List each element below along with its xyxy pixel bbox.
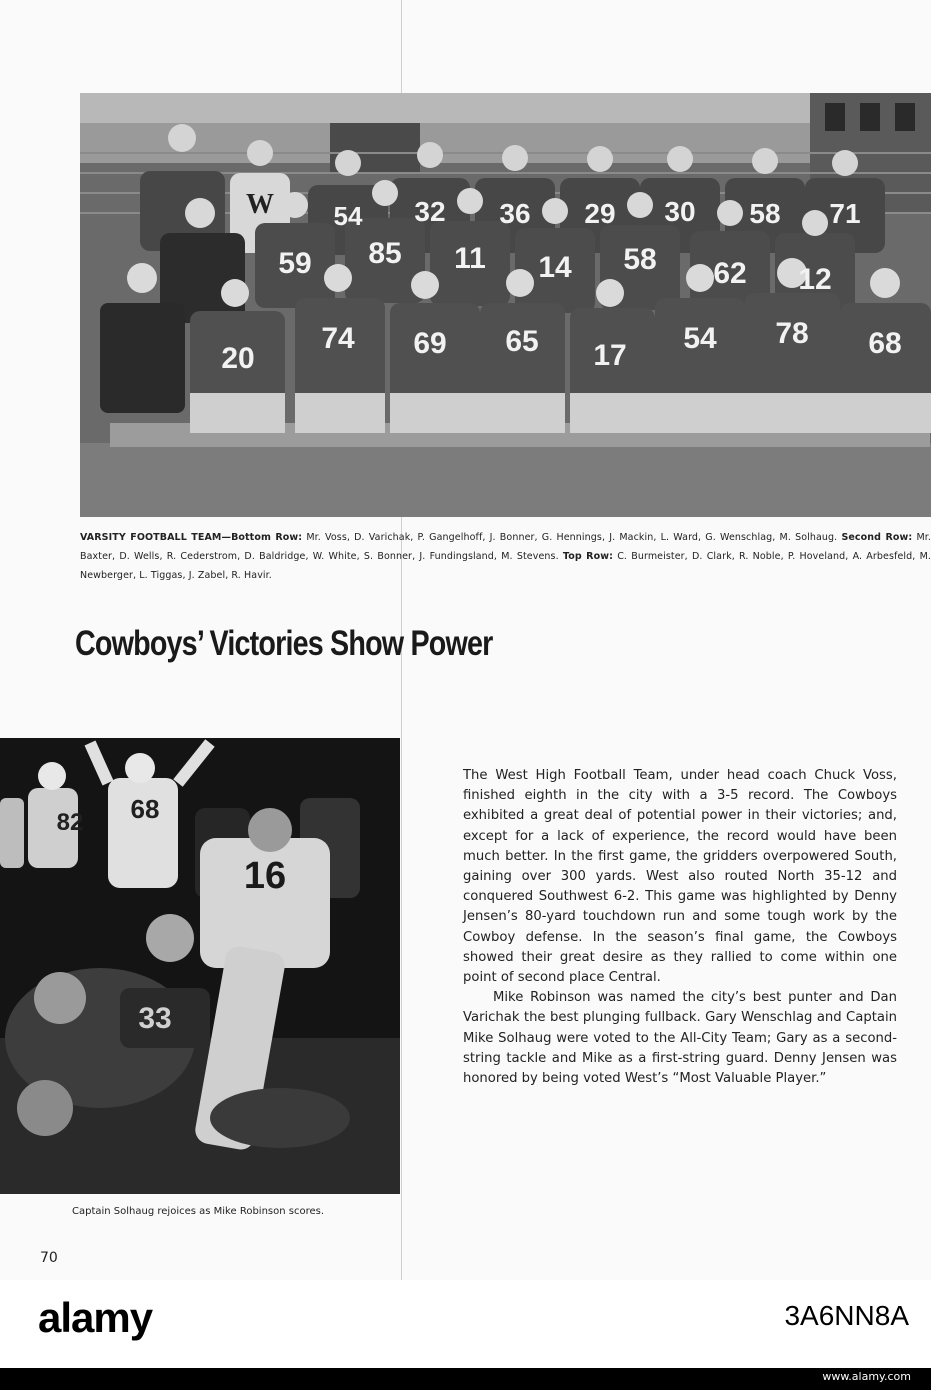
second-row-label: Second Row: <box>841 532 913 543</box>
action-photo <box>0 738 400 1194</box>
jersey-number: 14 <box>538 251 572 284</box>
bottom-row-names: Mr. Voss, D. Varichak, P. Gangelhoff, J. Bonner, G. Hennings, J. Mackin, L. Ward, G. Wenschlag, M. Solhaug. <box>306 532 838 543</box>
action-photo-caption: Captain Solhaug rejoices as Mike Robinson scores. <box>72 1206 325 1217</box>
team-photo <box>80 93 931 517</box>
bottom-row-label: Bottom Row: <box>231 532 303 543</box>
jersey-number: 58 <box>623 243 657 276</box>
jersey-number: 16 <box>243 855 287 897</box>
jersey-number: 11 <box>454 242 486 275</box>
team-photo-caption: VARSITY FOOTBALL TEAM—Bottom Row: Mr. Voss, D. Varichak, P. Gangelhoff, J. Bonner, G. Hennings, J. Mackin, L. Ward, G. Wenschlag, M. Solhaug. Second Row: Mr. Baxter, D. Wells, R. Cederstrom, D. Baldridge, W. White, S. Bonner, J. Fundingsland, M. Stevens. Top Row: C. Burmeister, D. Clark, R. Noble, P. Hoveland, A. Arbesfeld, M. Newberger, L. Tiggas, J. Zabel, R. Havir. <box>80 532 931 581</box>
jersey-number: 33 <box>138 1002 172 1035</box>
jersey-number: 74 <box>321 322 355 355</box>
top-row-names: C. Burmeister, D. Clark, R. Noble, P. Hoveland, A. Arbesfeld, M. Newberger, L. Tiggas, J. Zabel, R. Havir. <box>80 551 931 581</box>
jersey-number: 54 <box>333 201 363 231</box>
jersey-number: 68 <box>868 327 902 360</box>
jersey-number: 59 <box>278 247 312 280</box>
footer-bar <box>0 1368 931 1390</box>
jersey-number: 17 <box>593 339 627 372</box>
jersey-number: 65 <box>505 325 539 358</box>
jersey-number: 32 <box>414 196 446 227</box>
article-headline: Cowboys’ Victories Show Power <box>75 624 493 663</box>
article-paragraph: The West High Football Team, under head coach Chuck Voss, finished eighth in the city with a 3-5 record. The Cowboys exhibited a great deal of potential power in their victories; and, except for a lack of experience, the record would have been much better. In the first game, the gridders overpowered South, gaining over 300 yards. West also routed North 35-12 and conquered Southwest 6-2. This game was highlighted by Denny Jensen’s 80-yard touchdown run and some tough work by the Cowboy defense. In the season’s final game, the Cowboys showed their great desire as they rallied to come within one point of second place Central. <box>463 768 897 986</box>
page-number: 70 <box>40 1250 58 1266</box>
alamy-logo: alamy <box>38 1294 153 1341</box>
jersey-number: 69 <box>413 327 447 360</box>
image-id: 3A6NN8A <box>784 1300 909 1331</box>
jersey-number: 62 <box>713 257 747 290</box>
jersey-number: 82 <box>56 809 84 836</box>
article-paragraph: Mike Robinson was named the city’s best punter and Dan Varichak the best plunging fullback. Gary Wenschlag and Captain Mike Solhaug were voted to the All-City Team; Gary as a second-string tackle and Mike as a first-string guard. Denny Jensen was honored by being voted West’s “Most Valuable Player.” <box>463 990 897 1087</box>
article-body <box>463 766 897 1089</box>
jersey-number: 20 <box>221 342 255 375</box>
jersey-number: 30 <box>664 196 696 227</box>
jersey-number: 54 <box>683 322 717 355</box>
top-row-label: Top Row: <box>562 551 614 562</box>
jersey-number: 29 <box>584 198 616 229</box>
caption-title: VARSITY FOOTBALL TEAM <box>80 532 222 543</box>
letterman-letter: W <box>246 189 274 220</box>
jersey-number: 85 <box>368 237 402 270</box>
jersey-number: 71 <box>829 198 861 229</box>
jersey-number: 68 <box>130 794 160 824</box>
jersey-number: 36 <box>499 198 531 229</box>
second-row-names: Mr. Baxter, D. Wells, R. Cederstrom, D. Baldridge, W. White, S. Bonner, J. Fundingsland, M. Stevens. <box>80 532 931 562</box>
jersey-number: 78 <box>775 317 809 350</box>
jersey-number: 12 <box>798 263 832 296</box>
stock-url: www.alamy.com <box>822 1370 911 1383</box>
jersey-number: 58 <box>749 198 781 229</box>
